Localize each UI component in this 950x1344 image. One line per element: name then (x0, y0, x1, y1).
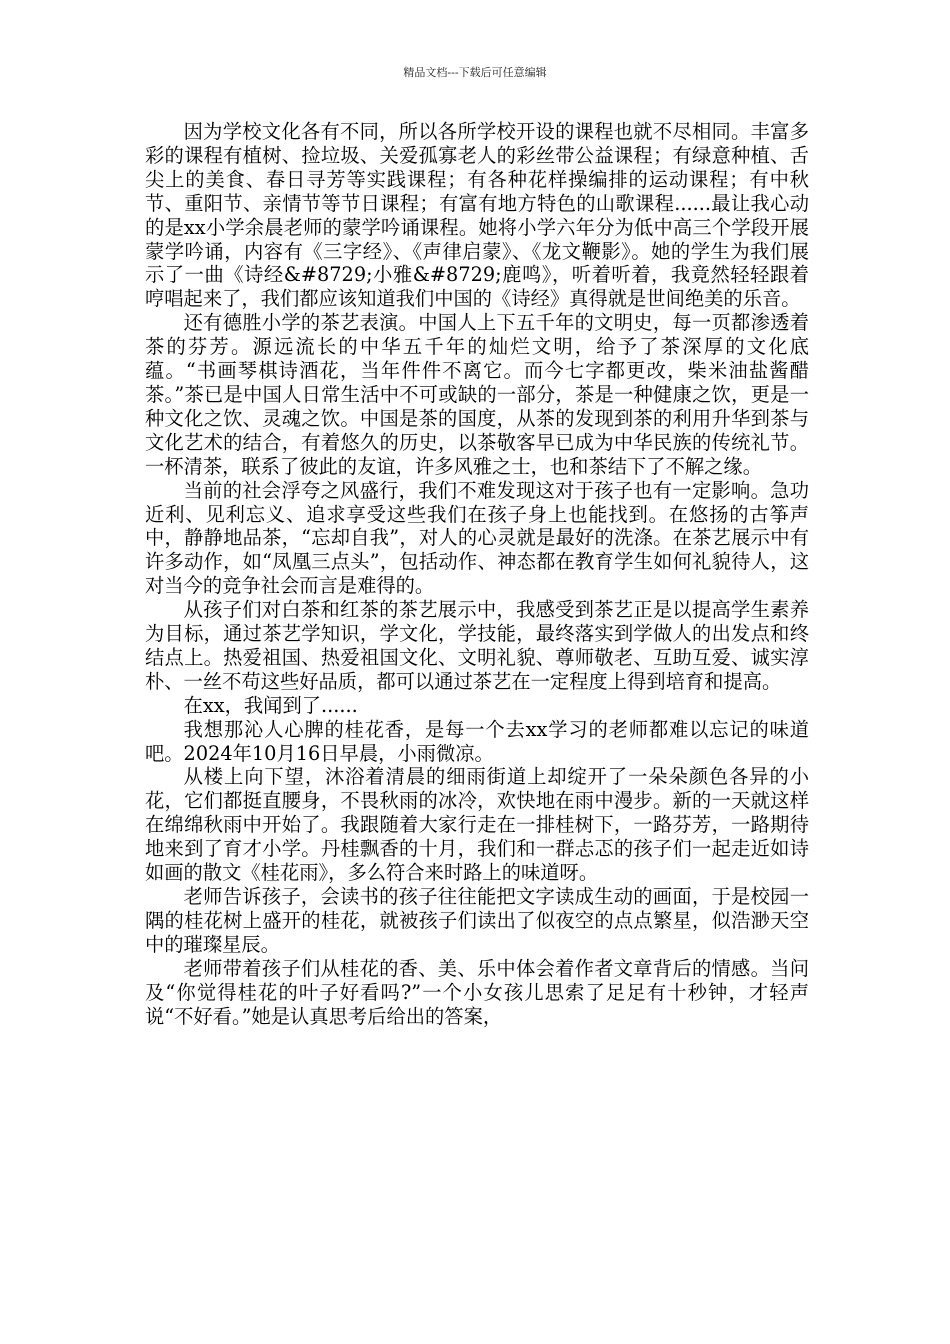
paragraph-reading-imagery: 老师告诉孩子，会读书的孩子往往能把文字读成生动的画面，于是校园一隅的桂花树上盛开的桂花，就被孩子们读出了似夜空的点点繁星，似浩渺天空中的璀璨星辰。 (145, 885, 809, 956)
paragraph-course-culture: 因为学校文化各有不同，所以各所学校开设的课程也就不尽相同。丰富多彩的课程有植树、捡垃圾、关爱孤寡老人的彩丝带公益课程；有绿意种植、舌尖上的美食、春日寻芳等实践课程；有各种花样操编排的运动课程；有中秋节、重阳节、亲情节等节日课程；有富有地方特色的山歌课程......最让我心动的是xx小学余晨老师的蒙学吟诵课程。她将小学六年分为低中高三个学段开展蒙学吟诵，内容有《三字经》、《声律启蒙》、《龙文鞭影》。她的学生为我们展示了一曲《诗经&#8729;小雅&#8729;鹿鸣》，听着听着，我竟然轻轻跟着哼唱起来了，我们都应该知道我们中国的《诗经》真得就是世间绝美的乐音。 (145, 120, 809, 311)
document-body (145, 120, 809, 1028)
paragraph-social-influence: 当前的社会浮夸之风盛行，我们不难发现这对于孩子也有一定影响。急功近利、见利忘义、追求享受这些我们在孩子身上也能找到。在悠扬的古筝声中，静静地品茶，“忘却自我”，对人的心灵就是最好的洗涤。在茶艺展示中有许多动作，如“凤凰三点头”，包括动作、神态都在教育学生如何礼貌待人，这对当今的竞争社会而言是难得的。 (145, 478, 809, 598)
paragraph-autumn-rain: 从楼上向下望，沐浴着清晨的细雨街道上却绽开了一朵朵颜色各异的小花，它们都挺直腰身，不畏秋雨的冰冷，欢快地在雨中漫步。新的一天就这样在绵绵秋雨中开始了。我跟随着大家行走在一排桂树下，一路芬芳，一路期待地来到了育才小学。丹桂飘香的十月，我们和一群忐忑的孩子们一起走近如诗如画的散文《桂花雨》，多么符合来时路上的味道呀。 (145, 765, 809, 885)
paragraph-tea-art-education: 从孩子们对白茶和红茶的茶艺展示中，我感受到茶艺正是以提高学生素养为目标，通过茶艺学知识，学文化，学技能，最终落实到学做人的出发点和终结点上。热爱祖国、热爱祖国文化、文明礼貌、尊师敬老、互助互爱、诚实淳朴、一丝不苟这些好品质，都可以通过茶艺在一定程度上得到培育和提高。 (145, 598, 809, 693)
page-header: 精品文档---下载后可任意编辑 (403, 66, 547, 79)
paragraph-tea-art-performance: 还有德胜小学的茶艺表演。中国人上下五千年的文明史，每一页都渗透着茶的芬芳。源远流长的中华五千年的灿烂文明，给予了茶深厚的文化底蕴。“书画琴棋诗酒花，当年件件不离它。而今七字都更改，柴米油盐酱醋茶。”茶已是中国人日常生活中不可或缺的一部分，茶是一种健康之饮，更是一种文化之饮、灵魂之饮。中国是茶的国度，从茶的发现到茶的利用升华到茶与文化艺术的结合，有着悠久的历史，以茶敬客早已成为中华民族的传统礼节。一杯清茶，联系了彼此的友谊，许多风雅之士，也和茶结下了不解之缘。 (145, 311, 809, 478)
paragraph-smell-heading: 在xx，我闻到了...... (183, 693, 358, 717)
paragraph-osmanthus-memory: 我想那沁人心脾的桂花香，是每一个去xx学习的老师都难以忘记的味道吧。2024年10月16日早晨，小雨微凉。 (145, 717, 809, 765)
paragraph-osmanthus-leaves: 老师带着孩子们从桂花的香、美、乐中体会着作者文章背后的情感。当问及“你觉得桂花的叶子好看吗?”一个小女孩儿思索了足足有十秒钟，才轻声说“不好看。”她是认真思考后给出的答案， (145, 956, 809, 1028)
